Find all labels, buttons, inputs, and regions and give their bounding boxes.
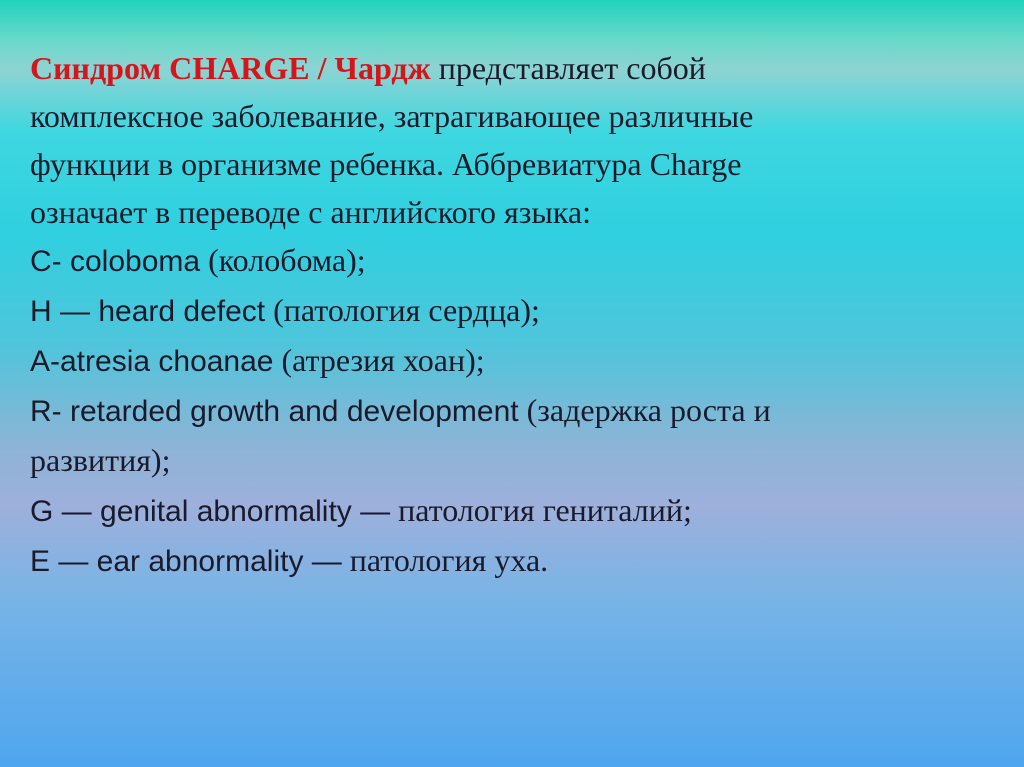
list-item-c-latin: C- coloboma [30,245,201,278]
list-item-e-latin: E — ear abnormality — [30,545,342,578]
list-item-c [30,236,1000,286]
list-item-a-latin: A-atresia choanae [30,345,274,378]
syndrome-title: Синдром CHARGE / Чардж [30,50,431,86]
list-item-c-ru: (колобома); [200,242,366,278]
list-item-e [30,536,1000,586]
list-item-g-latin: G — genital abnormality — [30,495,391,528]
intro-line-4: означает в переводе с английского языка: [30,194,591,230]
intro-line-2: комплексное заболевание, затрагивающее различные [30,98,754,134]
slide-body [30,44,1000,586]
intro-text-1: представляет собой [430,50,706,86]
list-item-a-ru: (атрезия хоан); [273,342,485,378]
intro-line-1 [30,44,1000,92]
list-item-h-ru: (патология сердца); [265,292,540,328]
list-item-r-ru: (задержка роста и [518,392,771,428]
list-item-r-cont-ru: развития); [30,442,171,478]
list-item-g-ru: патология гениталий; [390,492,692,528]
list-item-a [30,336,1000,386]
list-item-r-latin: R- retarded growth and development [30,395,519,428]
list-item-g [30,486,1000,536]
list-item-r [30,386,1000,436]
intro-line-3: функции в организме ребенка. Аббревиатура Charge [30,146,742,182]
list-item-e-ru: патология уха. [341,542,549,578]
list-item-r-cont [30,436,1000,486]
list-item-h-latin: H — heard defect [30,295,266,328]
list-item-h [30,286,1000,336]
